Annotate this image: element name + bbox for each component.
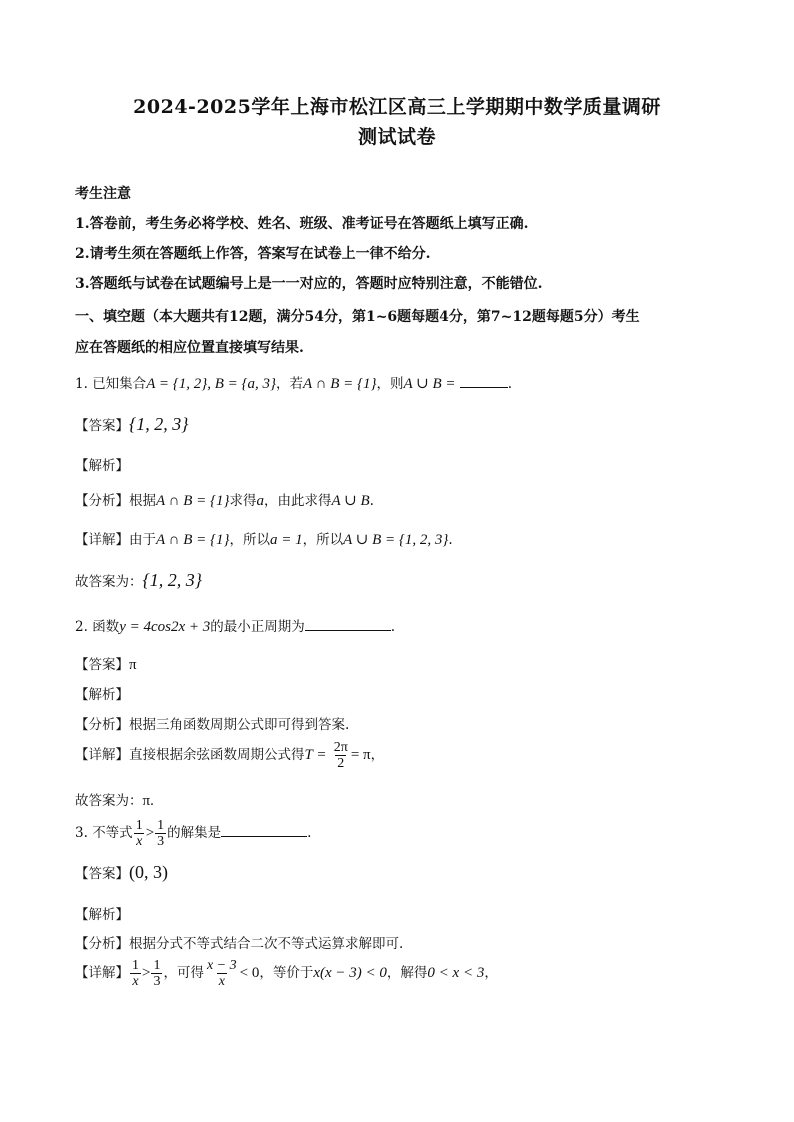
answer-value: π xyxy=(129,657,137,673)
question-text: . xyxy=(507,376,513,392)
question-text: . xyxy=(390,619,396,635)
question-text: ，若 xyxy=(275,376,303,392)
fenxi-tag: 【分析】 xyxy=(75,493,129,509)
exam-subtitle: 测试试卷 xyxy=(357,126,436,148)
fraction xyxy=(155,818,166,849)
conclude-line-2 xyxy=(75,789,154,810)
question-text: 不等式 xyxy=(92,825,133,841)
answer-line-3 xyxy=(75,862,168,883)
question-3 xyxy=(75,818,311,849)
question-text: 函数 xyxy=(92,619,120,635)
answer-line-1 xyxy=(75,414,188,435)
detail-text: ， xyxy=(484,965,498,981)
answer-blank xyxy=(221,824,307,837)
fenxi-text: 根据 xyxy=(129,493,156,509)
detail-line-3 xyxy=(75,958,498,989)
detail-text: 直接根据余弦函数周期公式得 xyxy=(129,747,305,763)
fraction xyxy=(332,740,350,771)
conclude-line-1 xyxy=(75,570,202,591)
math-expression: y = 4cos2x + 3 xyxy=(119,619,211,635)
fraction-denominator: 2 xyxy=(337,756,345,771)
analysis-tag-2: 【解析】 xyxy=(75,687,129,703)
answer-line-2 xyxy=(75,653,137,674)
detail-line-2 xyxy=(75,740,384,771)
math-expression: 0 < x < 3 xyxy=(427,965,485,981)
fenxi-line-1 xyxy=(75,489,374,510)
detail-text: ，等价于 xyxy=(259,965,314,981)
fraction-denominator: x xyxy=(136,834,143,849)
math-expression: a xyxy=(256,493,265,509)
fraction xyxy=(205,958,239,989)
detail-text: ，可得 xyxy=(163,965,204,981)
fraction-numerator: 1 xyxy=(153,958,161,973)
question-number: 1. xyxy=(75,376,88,392)
math-expression: x(x − 3) < 0 xyxy=(313,965,387,981)
detail-text: ，所以 xyxy=(302,532,344,548)
answer-tag: 【答案】 xyxy=(75,418,129,434)
fenxi-text: 求得 xyxy=(229,493,257,509)
detail-tag: 【详解】 xyxy=(75,965,129,981)
detail-text: 由于 xyxy=(129,532,156,548)
conclude-tag: 故答案为： xyxy=(75,793,143,809)
math-expression: a = 1 xyxy=(270,532,303,548)
answer-blank xyxy=(305,618,391,631)
fraction xyxy=(130,958,141,989)
math-expression: A ∩ B = {1} xyxy=(156,532,230,548)
question-text: . xyxy=(307,825,312,841)
fraction-numerator: x − 3 xyxy=(206,958,237,973)
conclude-value: π. xyxy=(142,793,154,809)
fenxi-text: 根据分式不等式结合二次不等式运算求解即可. xyxy=(129,936,404,952)
detail-tag: 【详解】 xyxy=(75,747,129,763)
answer-tag: 【答案】 xyxy=(75,866,129,882)
question-1 xyxy=(75,372,512,393)
question-2 xyxy=(75,615,395,636)
section-heading-line2: 应在答题纸的相应位置直接填写结果. xyxy=(75,340,304,356)
math-expression: T = xyxy=(304,747,327,763)
question-text: 已知集合 xyxy=(92,376,147,392)
detail-text: . xyxy=(448,532,453,548)
answer-value: {1, 2, 3} xyxy=(129,414,189,434)
question-text: 的最小正周期为 xyxy=(210,619,305,635)
math-expression: = π xyxy=(350,747,371,763)
detail-tag: 【详解】 xyxy=(75,532,129,548)
fraction-numerator: 1 xyxy=(135,818,143,833)
fenxi-text: 根据三角函数周期公式即可得到答案. xyxy=(129,717,350,733)
conclude-value: {1, 2, 3} xyxy=(142,570,202,590)
fraction-denominator: x xyxy=(218,974,225,989)
notice-item-3: 3.答题纸与试卷在试题编号上是一一对应的，答题时应特别注意，不能错位. xyxy=(75,276,543,292)
fenxi-line-3 xyxy=(75,932,403,952)
math-expression: A ∩ B = {1} xyxy=(302,376,377,392)
notice-item-2: 2.请考生须在答题纸上作答，答案写在试卷上一律不给分. xyxy=(75,246,431,262)
detail-text: ，所以 xyxy=(229,532,271,548)
analysis-tag-1: 【解析】 xyxy=(75,458,129,474)
fraction xyxy=(134,818,145,849)
conclude-tag: 故答案为： xyxy=(75,574,143,590)
fraction-numerator: 1 xyxy=(157,818,165,833)
math-expression: A ∪ B xyxy=(331,493,370,509)
fenxi-line-2 xyxy=(75,713,349,733)
detail-text: ，解得 xyxy=(386,965,428,981)
fraction-denominator: x xyxy=(132,974,139,989)
math-operator: > xyxy=(142,965,151,981)
fraction xyxy=(151,958,162,989)
question-text: ，则 xyxy=(376,376,404,392)
answer-blank xyxy=(460,375,508,388)
fraction-denominator: 3 xyxy=(153,974,161,989)
section-heading-line1: 一、填空题（本大题共有12题，满分54分，第1~6题每题4分，第7~12题每题5分）考生 xyxy=(75,309,640,325)
math-operator: > xyxy=(145,825,155,841)
notice-item-1: 1.答卷前，考生务必将学校、姓名、班级、准考证号在答题纸上填写正确. xyxy=(75,216,529,232)
analysis-tag-3: 【解析】 xyxy=(75,907,129,923)
fenxi-text: . xyxy=(369,493,374,509)
fraction-numerator: 1 xyxy=(132,958,139,973)
fraction-denominator: 3 xyxy=(157,834,165,849)
math-expression: < 0 xyxy=(239,965,260,981)
question-number: 2. xyxy=(75,619,88,635)
detail-line-1 xyxy=(75,528,453,549)
fenxi-tag: 【分析】 xyxy=(75,936,129,952)
math-expression: A ∪ B = {1, 2, 3} xyxy=(343,532,449,548)
fenxi-tag: 【分析】 xyxy=(75,717,129,733)
detail-text: ， xyxy=(370,747,385,763)
fraction-numerator: 2π xyxy=(333,740,348,755)
fenxi-text: ，由此求得 xyxy=(264,493,332,509)
question-number: 3. xyxy=(75,825,88,841)
math-expression: A ∩ B = {1} xyxy=(156,493,230,509)
question-text: 的解集是 xyxy=(167,825,222,841)
answer-tag: 【答案】 xyxy=(75,657,129,673)
exam-title: 2024-2025学年上海市松江区高三上学期期中数学质量调研 xyxy=(133,96,661,118)
math-expression: A ∪ B = xyxy=(403,376,456,392)
notice-heading: 考生注意 xyxy=(75,186,131,202)
math-expression: A = {1, 2}, B = {a, 3} xyxy=(146,376,276,392)
answer-value: (0, 3) xyxy=(129,862,168,882)
